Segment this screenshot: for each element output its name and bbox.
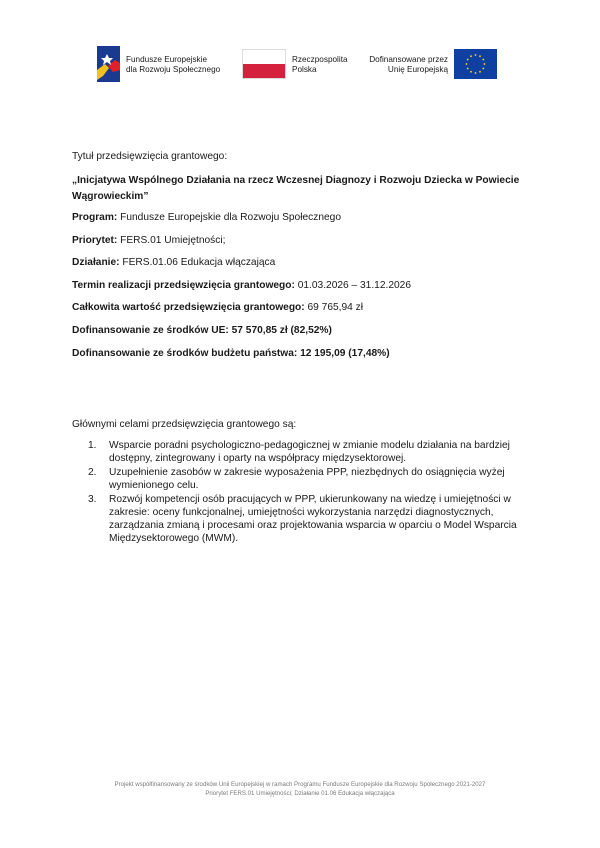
page-footer xyxy=(0,780,600,798)
list-item: 3. Rozwój kompetencji osób pracujących w PPP, ukierunkowany na wiedzę i umiejętności w zakresie: oceny funkcjonalnej, umiejętności wykorzystania narzędzi diagnostycznych, zarządzania zmianą i procesami oraz projektowania wsparcia w oparciu o Model Wsparcia Międzysektorowego (MWM). xyxy=(88,494,517,544)
field-priorytet: Priorytet: FERS.01 Umiejętności; xyxy=(72,234,226,246)
project-title: „Inicjatywa Wspólnego Działania na rzecz Wczesnej Diagnozy i Rozwoju Dziecka w Powiecie Wągrowieckim” xyxy=(72,175,520,202)
goals-list xyxy=(72,439,542,545)
list-item: 1. Wsparcie poradni psychologiczno-pedagogicznej w zmianie modelu działania na bardziej dostępny, zintegrowany i oparty na współpracy międzysektorowej. xyxy=(88,440,510,464)
goals-intro: Głównymi celami przedsięwzięcia grantowego są: xyxy=(72,419,297,430)
header-logos xyxy=(97,46,499,82)
pl-logo-line2: Polska xyxy=(292,65,317,74)
fe-logo-line2: dla Rozwoju Społecznego xyxy=(126,65,221,74)
field-dofinansowanie-ue: Dofinansowanie ze środków UE: 57 570,85 zł (82,52%) xyxy=(72,324,332,336)
pl-logo-line1: Rzeczpospolita xyxy=(292,55,348,64)
eu-flag-icon xyxy=(454,49,497,79)
list-item: 2. Uzupełnienie zasobów w zakresie wyposażenia PPP, niezbędnych do osiągnięcia wyżej wymienionego celu. xyxy=(88,467,505,491)
goals-section xyxy=(72,418,542,546)
field-dzialanie: Działanie: FERS.01.06 Edukacja włączająca xyxy=(72,257,276,269)
polish-flag-icon xyxy=(242,49,286,79)
title-label: Tytuł przedsięwzięcia grantowego: xyxy=(72,151,228,162)
fe-logo-line1: Fundusze Europejskie xyxy=(126,55,208,64)
document-body xyxy=(72,150,532,369)
field-dofinansowanie-budzet: Dofinansowanie ze środków budżetu państwa: 12 195,09 (17,48%) xyxy=(72,347,390,359)
field-wartosc: Całkowita wartość przedsięwzięcia grantowego: 69 765,94 zł xyxy=(72,302,364,314)
field-termin: Termin realizacji przedsięwzięcia grantowego: 01.03.2026 – 31.12.2026 xyxy=(72,279,412,291)
eu-logo-line1: Dofinansowane przez xyxy=(369,55,448,64)
fe-star-mark-icon xyxy=(97,46,120,82)
footer-line2: Priorytet FERS.01 Umiejętności; Działanie 01.06 Edukacja włączająca xyxy=(205,790,395,797)
eu-logo-line2: Unię Europejską xyxy=(387,65,448,74)
footer-line1: Projekt współfinansowany ze środków Unii Europejskiej w ramach Programu Fundusze Europejskie dla Rozwoju Społecznego 2021-2027 xyxy=(114,781,486,788)
field-program: Program: Fundusze Europejskie dla Rozwoju Społecznego xyxy=(72,212,341,223)
